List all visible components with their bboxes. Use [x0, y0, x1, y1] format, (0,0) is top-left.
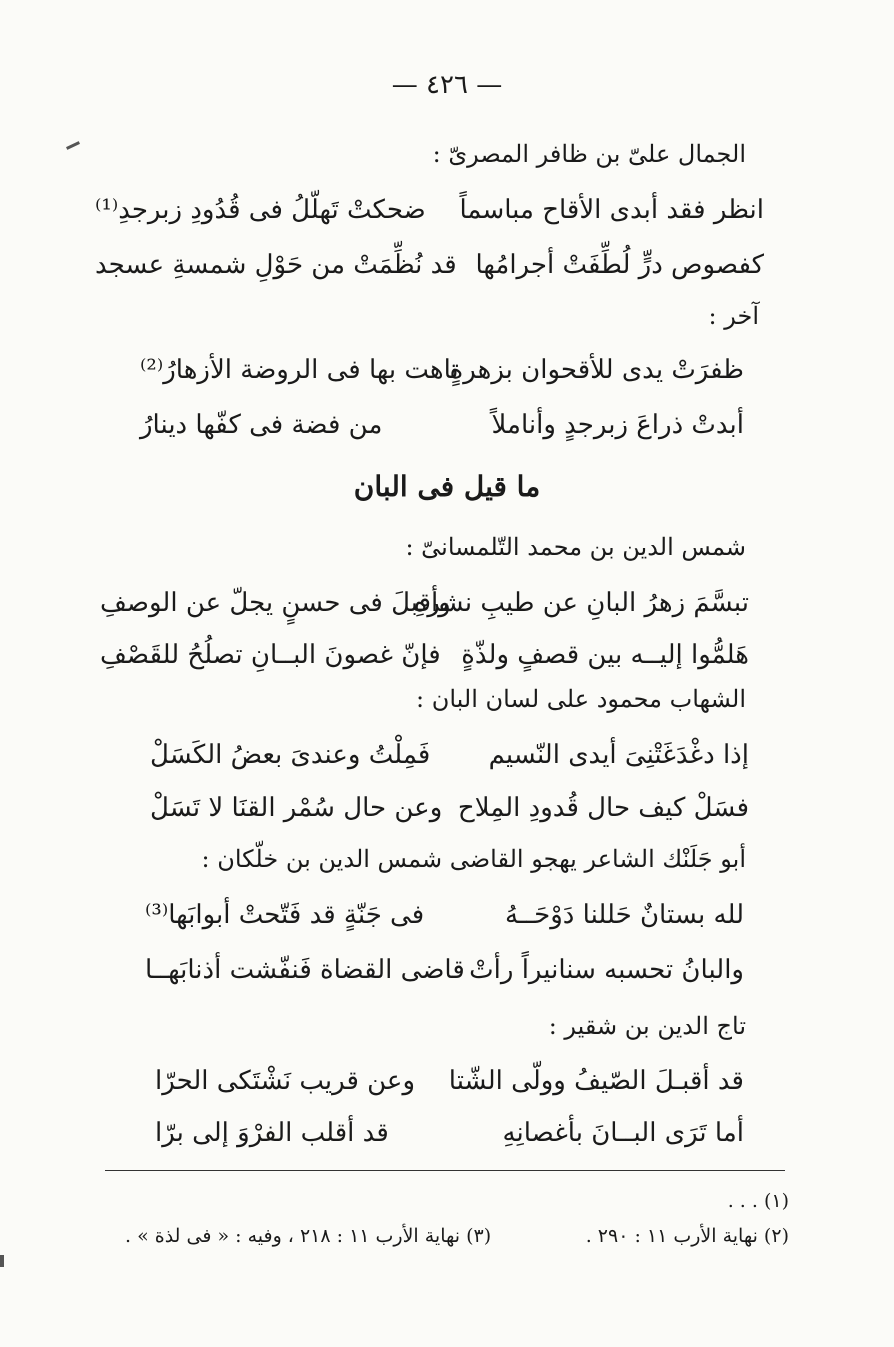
verse-first-hemistich: ظفرَتْ يدى للأقحوان بزهرةٍ [449, 355, 744, 385]
section-title: ما قيل فى البان [353, 470, 541, 503]
verse-line [150, 793, 749, 833]
verse-line [140, 410, 744, 450]
verse-line [155, 1118, 744, 1158]
verse-second-hemistich: وأقبلَ فى حسنٍ يجلّ عن الوصفِ [100, 588, 451, 618]
verse-second-hemistich: من فضة فى كفّها دينارُ [140, 410, 383, 440]
verse-first-hemistich: إذا دغْدَغَتْنِىَ أيدى النّسيم [488, 740, 749, 770]
verse-first-hemistich: تبسَّمَ زهرُ البانِ عن طيبِ نشرهِ [413, 588, 749, 618]
verse-line [100, 640, 749, 680]
verse-first-hemistich: والبانُ تحسبه سنانيراً رأتْ [469, 955, 744, 985]
poet-heading: أبو جَلَنْك الشاعر يهجو القاضى شمس الدين بن خلّكان : [201, 845, 746, 873]
verse-second-hemistich: فى جَنّةٍ قد فَتّحتْ أبوابَها⁽³⁾ [145, 900, 425, 930]
verse-first-hemistich: فسَلْ كيف حال قُدودِ المِلاح [457, 793, 749, 823]
verse-first-hemistich: كفصوص درٍّ لُطِّفَتْ أجرامُها [475, 250, 764, 280]
verse-line [150, 740, 749, 780]
verse-second-hemistich: قاضى القضاة فَنفّشت أذنابَهــا [145, 955, 465, 985]
verse-second-hemistich: قد نُظِّمَتْ من حَوْلِ شمسةِ عسجد [95, 250, 457, 280]
page-number: — ٤٢٦ — [391, 70, 503, 100]
verse-first-hemistich: قد أقبـلَ الصّيفُ وولّى الشّتا [448, 1066, 744, 1096]
ink-speck [0, 1255, 4, 1267]
verse-line [145, 955, 744, 995]
poet-heading: الجمال علىّ بن ظافر المصرىّ : [432, 140, 746, 168]
footnote-divider [105, 1170, 785, 1171]
verse-second-hemistich: فَمِلْتُ وعندىَ بعضُ الكَسَلْ [150, 740, 431, 770]
verse-line [95, 195, 764, 235]
verse-second-hemistich: تاهت بها فى الروضة الأزهارُ⁽²⁾ [140, 355, 459, 385]
verse-second-hemistich: ضحكتْ تَهلّلُ فى قُدُودِ زبرجدِ⁽¹⁾ [95, 195, 426, 225]
verse-first-hemistich: انظر فقد أبدى الأقاح مباسماً [459, 195, 764, 225]
verse-second-hemistich: فإنّ غصونَ البــانِ تصلُحُ للقَصْفِ [100, 640, 441, 670]
ink-speck [66, 141, 80, 150]
verse-second-hemistich: وعن قريب نَشْتَكى الحرّا [155, 1066, 415, 1096]
poet-heading: الشهاب محمود على لسان البان : [416, 685, 746, 713]
verse-second-hemistich: قد أقلب الفرْوَ إلى برّا [155, 1118, 389, 1148]
poet-heading: تاج الدين بن شقير : [548, 1012, 746, 1040]
verse-second-hemistich: وعن حال سُمْر القنَا لا تَسَلْ [150, 793, 443, 823]
footnote-3: (٣) نهاية الأرب ١١ : ٢١٨ ، وفيه : « فى لذة » . [125, 1225, 492, 1247]
verse-line [155, 1066, 744, 1106]
verse-line [100, 588, 749, 628]
verse-first-hemistich: أما تَرَى البــانَ بأغصانِهِ [502, 1118, 744, 1148]
verse-line [145, 900, 744, 940]
verse-first-hemistich: لله بستانٌ حَللنا دَوْحَــهُ [505, 900, 744, 930]
poet-heading: آخر : [708, 302, 759, 330]
footnote-2: (٢) نهاية الأرب ١١ : ٢٩٠ . [585, 1225, 789, 1247]
poet-heading: شمس الدين بن محمد التّلمسانىّ : [405, 533, 746, 561]
verse-line [95, 250, 764, 290]
verse-first-hemistich: هَلمُّوا إليــه بين قصفٍ ولذّةٍ [461, 640, 749, 670]
footnote-1: (١) . . . [727, 1190, 789, 1212]
verse-line [140, 355, 744, 395]
verse-first-hemistich: أبدتْ ذراعَ زبرجدٍ وأناملاً [491, 410, 744, 440]
